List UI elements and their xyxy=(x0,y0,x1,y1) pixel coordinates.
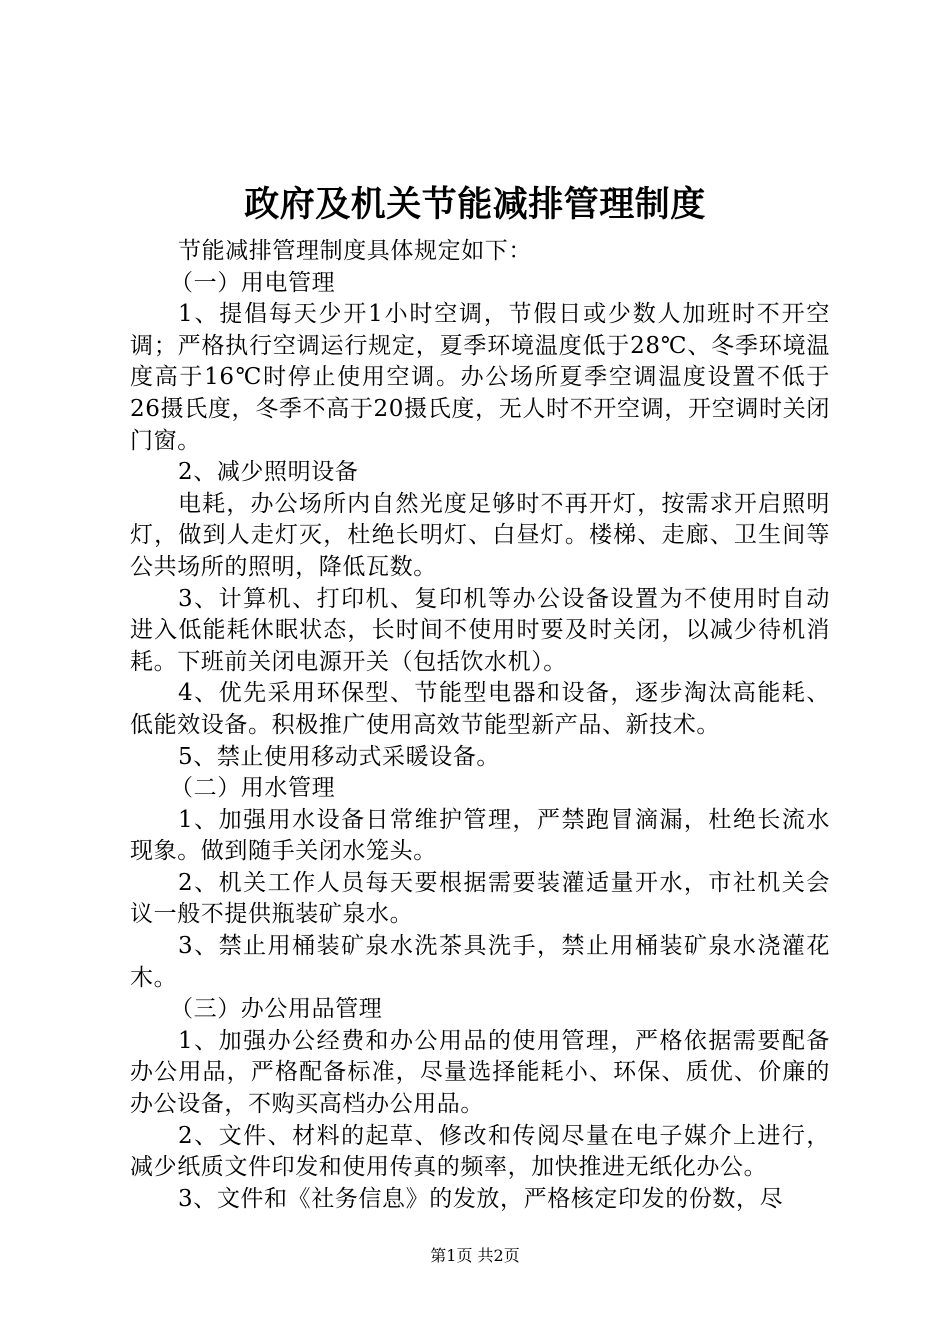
intro-paragraph: 节能减排管理制度具体规定如下： xyxy=(178,238,532,264)
document-body xyxy=(130,236,830,1215)
water-item-3: 3、禁止用桶装矿泉水洗茶具洗手，禁止用桶装矿泉水浇灌花木。 xyxy=(130,933,830,991)
document-title: 政府及机关节能减排管理制度 xyxy=(244,184,706,225)
page-footer: 第1页 共2页 xyxy=(430,1246,520,1265)
electricity-item-3: 3、计算机、打印机、复印机等办公设备设置为不使用时自动进入低能耗休眠状态，长时间不使用时要及时关闭，以减少待机消耗。下班前关闭电源开关（包括饮水机）。 xyxy=(130,585,830,675)
electricity-item-1: 1、提倡每天少开1小时空调，节假日或少数人加班时不开空调；严格执行空调运行规定，夏季环境温度低于28℃、冬季环境温度高于16℃时停止使用空调。办公场所夏季空调温度设置不低于26摄氏度，冬季不高于20摄氏度，无人时不开空调，开空调时关闭门窗。 xyxy=(130,301,830,454)
office-item-2: 2、文件、材料的起草、修改和传阅尽量在电子媒介上进行，减少纸质文件印发和使用传真的频率，加快推进无纸化办公。 xyxy=(130,1122,830,1181)
electricity-item-4: 4、优先采用环保型、节能型电器和设备，逐步淘汰高能耗、低能效设备。积极推广使用高效节能型新产品、新技术。 xyxy=(130,680,830,738)
water-item-1: 1、加强用水设备日常维护管理，严禁跑冒滴漏，杜绝长流水现象。做到随手关闭水笼头。 xyxy=(130,806,830,865)
electricity-item-2-detail: 电耗，办公场所内自然光度足够时不再开灯，按需求开启照明灯，做到人走灯灭，杜绝长明灯、白昼灯。楼梯、走廊、卫生间等公共场所的照明，降低瓦数。 xyxy=(130,490,830,580)
electricity-item-5: 5、禁止使用移动式采暖设备。 xyxy=(178,743,501,770)
electricity-item-2: 2、减少照明设备 xyxy=(178,459,359,486)
section-heading-electricity: （一）用电管理 xyxy=(170,269,336,296)
section-heading-water: （二）用水管理 xyxy=(170,775,336,802)
office-item-3: 3、文件和《社务信息》的发放，严格核定印发的份数，尽 xyxy=(178,1185,784,1212)
water-item-2: 2、机关工作人员每天要根据需要装灌适量开水，市社机关会议一般不提供瓶装矿泉水。 xyxy=(130,869,830,928)
office-item-1: 1、加强办公经费和办公用品的使用管理，严格依据需要配备办公用品，严格配备标准，尽量选择能耗小、环保、质优、价廉的办公设备，不购买高档办公用品。 xyxy=(130,1027,830,1118)
section-heading-office-supplies: （三）办公用品管理 xyxy=(170,996,383,1023)
